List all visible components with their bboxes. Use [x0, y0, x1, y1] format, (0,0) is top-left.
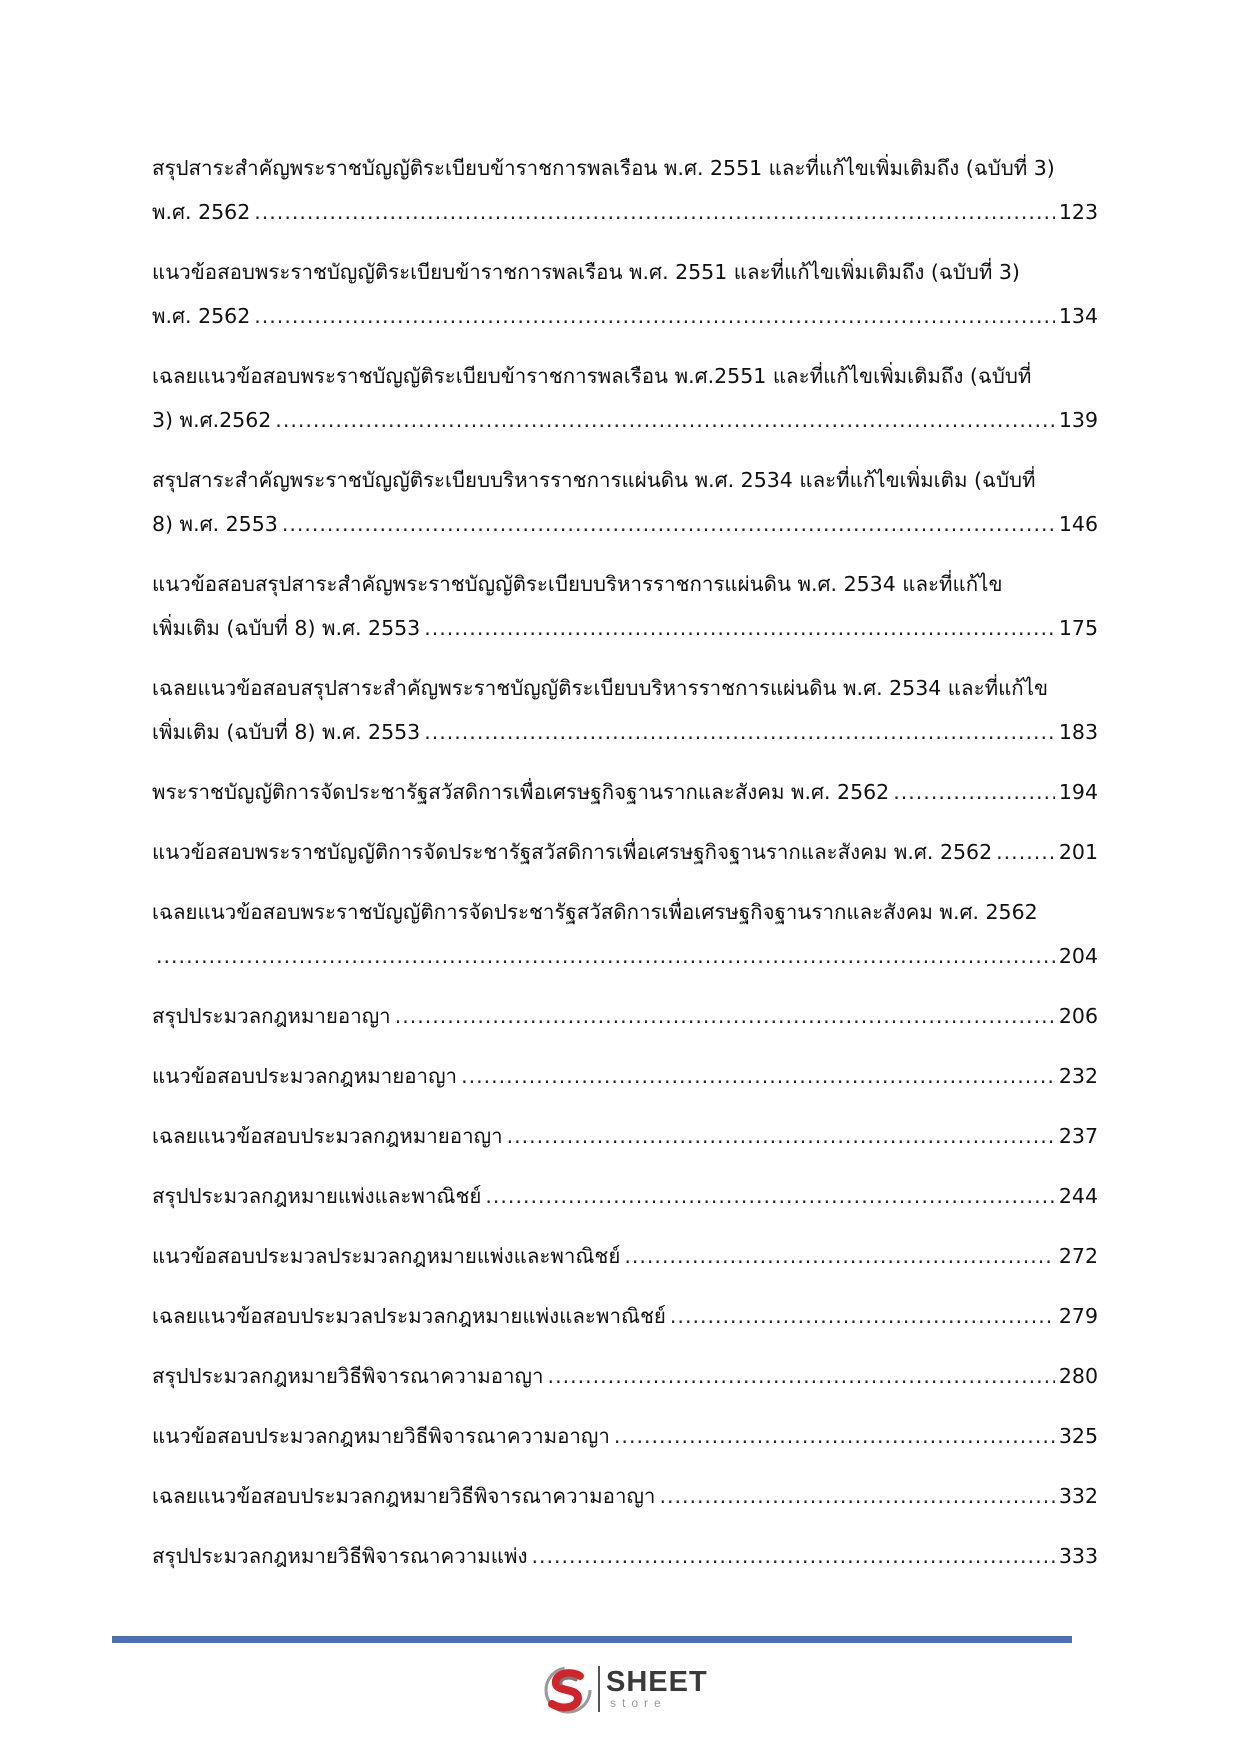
logo-separator [598, 1666, 600, 1712]
toc-entry-title-cont: พ.ศ. 2562 [152, 304, 251, 328]
logo-brand-text: SHEET [606, 1666, 708, 1698]
toc-page-number: 280 [1058, 1364, 1098, 1388]
toc-entry-title: เฉลยแนวข้อสอบสรุปสาระสำคัญพระราชบัญญัติระเบียบบริหารราชการแผ่นดิน พ.ศ. 2534 และที่แก้ไข [152, 676, 1049, 700]
dot-leader [996, 830, 1055, 874]
toc-entry[interactable] [152, 890, 1098, 978]
toc-page-number: 325 [1058, 1424, 1098, 1448]
dot-leader [254, 294, 1055, 338]
dot-leader [282, 502, 1055, 546]
dot-leader [659, 1474, 1054, 1518]
toc-entry[interactable] [152, 1294, 1098, 1338]
toc-page-number: 175 [1058, 616, 1098, 640]
dot-leader [275, 398, 1055, 442]
toc-entry-title: พระราชบัญญัติการจัดประชารัฐสวัสดิการเพื่อเศรษฐกิจฐานรากและสังคม พ.ศ. 2562 [152, 780, 890, 804]
toc-entry-line [152, 934, 1098, 978]
toc-entry-title: เฉลยแนวข้อสอบประมวลกฎหมายวิธีพิจารณาความอาญา [152, 1484, 656, 1508]
toc-entry[interactable] [152, 1414, 1098, 1458]
toc-page-number: 237 [1058, 1124, 1098, 1148]
toc-page-number: 123 [1058, 200, 1098, 224]
toc-entry-line [152, 398, 1098, 442]
toc-entry-title: แนวข้อสอบประมวลกฎหมายอาญา [152, 1064, 458, 1088]
toc-page-number: 272 [1058, 1244, 1098, 1268]
toc-entry-line [152, 294, 1098, 338]
toc-entry[interactable] [152, 1054, 1098, 1098]
toc-entry-title: แนวข้อสอบพระราชบัญญัติการจัดประชารัฐสวัสดิการเพื่อเศรษฐกิจฐานรากและสังคม พ.ศ. 2562 [152, 840, 993, 864]
toc-entry[interactable] [152, 1474, 1098, 1518]
toc-entry-line [152, 710, 1098, 754]
toc-entry-title: เฉลยแนวข้อสอบประมวลประมวลกฎหมายแพ่งและพาณิชย์ [152, 1304, 666, 1328]
toc-page-number: 279 [1058, 1304, 1098, 1328]
toc-entry[interactable] [152, 1534, 1098, 1578]
toc-entry-title-cont: 8) พ.ศ. 2553 [152, 512, 278, 536]
toc-page-number: 139 [1058, 408, 1098, 432]
dot-leader [485, 1174, 1054, 1218]
dot-leader [548, 1354, 1055, 1398]
dot-leader [424, 710, 1055, 754]
toc-entry-title: แนวข้อสอบพระราชบัญญัติระเบียบข้าราชการพลเรือน พ.ศ. 2551 และที่แก้ไขเพิ่มเติมถึง (ฉบับที่ 3) [152, 260, 1020, 284]
toc-entry-title: สรุปประมวลกฎหมายแพ่งและพาณิชย์ [152, 1184, 482, 1208]
dot-leader [461, 1054, 1055, 1098]
toc-page-number: 244 [1058, 1184, 1098, 1208]
toc-entry[interactable] [152, 250, 1098, 338]
toc-entry[interactable] [152, 1234, 1098, 1278]
toc-page-number: 183 [1058, 720, 1098, 744]
dot-leader [531, 1534, 1054, 1578]
toc-entry-line [152, 190, 1098, 234]
toc-entry-title: เฉลยแนวข้อสอบพระราชบัญญัติการจัดประชารัฐสวัสดิการเพื่อเศรษฐกิจฐานรากและสังคม พ.ศ. 2562 [152, 900, 1038, 924]
dot-leader [893, 770, 1055, 814]
toc-entry[interactable] [152, 458, 1098, 546]
toc-entry-title-cont: พ.ศ. 2562 [152, 200, 251, 224]
footer-divider [112, 1636, 1072, 1643]
toc-entry-title: เฉลยแนวข้อสอบประมวลกฎหมายอาญา [152, 1124, 503, 1148]
dot-leader [507, 1114, 1055, 1158]
toc-entry[interactable] [152, 994, 1098, 1038]
toc-entry-title-cont: เพิ่มเติม (ฉบับที่ 8) พ.ศ. 2553 [152, 720, 421, 744]
toc-entry-line [152, 502, 1098, 546]
dot-leader [254, 190, 1055, 234]
toc-entry-title: แนวข้อสอบประมวลกฎหมายวิธีพิจารณาความอาญา [152, 1424, 610, 1448]
toc-page-number: 194 [1058, 780, 1098, 804]
toc-entry-title: สรุปประมวลกฎหมายวิธีพิจารณาความอาญา [152, 1364, 544, 1388]
sheet-store-logo [540, 1662, 710, 1720]
dot-leader [395, 994, 1055, 1038]
logo-sub-text: store [610, 1696, 667, 1710]
dot-leader [624, 1234, 1055, 1278]
toc-entry-title: สรุปสาระสำคัญพระราชบัญญัติระเบียบบริหารราชการแผ่นดิน พ.ศ. 2534 และที่แก้ไขเพิ่มเติม (ฉบับที่ [152, 468, 1036, 492]
toc-entry-title: สรุปสาระสำคัญพระราชบัญญัติระเบียบข้าราชการพลเรือน พ.ศ. 2551 และที่แก้ไขเพิ่มเติมถึง (ฉบับที่ 3) [152, 156, 1055, 180]
toc-entry[interactable] [152, 1114, 1098, 1158]
toc-entry-title: แนวข้อสอบประมวลประมวลกฎหมายแพ่งและพาณิชย์ [152, 1244, 621, 1268]
dot-leader [424, 606, 1055, 650]
toc-entry[interactable] [152, 354, 1098, 442]
toc-entry[interactable] [152, 562, 1098, 650]
toc-entry-line [152, 606, 1098, 650]
toc-page-number: 232 [1058, 1064, 1098, 1088]
toc-entry[interactable] [152, 666, 1098, 754]
toc-entry-title-cont: เพิ่มเติม (ฉบับที่ 8) พ.ศ. 2553 [152, 616, 421, 640]
toc-page-number: 134 [1058, 304, 1098, 328]
toc-page-number: 332 [1058, 1484, 1098, 1508]
toc-entry[interactable] [152, 770, 1098, 814]
toc-page-number: 204 [1058, 944, 1098, 968]
toc-entry[interactable] [152, 830, 1098, 874]
toc-entry-title: เฉลยแนวข้อสอบพระราชบัญญัติระเบียบข้าราชการพลเรือน พ.ศ.2551 และที่แก้ไขเพิ่มเติมถึง (ฉบับที่ [152, 364, 1032, 388]
dot-leader [670, 1294, 1055, 1338]
toc-entry-title: สรุปประมวลกฎหมายวิธีพิจารณาความแพ่ง [152, 1544, 528, 1568]
toc-entry-title: แนวข้อสอบสรุปสาระสำคัญพระราชบัญญัติระเบียบบริหารราชการแผ่นดิน พ.ศ. 2534 และที่แก้ไข [152, 572, 1003, 596]
toc-page-number: 146 [1058, 512, 1098, 536]
toc-entry[interactable] [152, 1354, 1098, 1398]
toc-entry-title-cont: 3) พ.ศ.2562 [152, 408, 272, 432]
table-of-contents [152, 146, 1098, 1594]
toc-page-number: 333 [1058, 1544, 1098, 1568]
dot-leader [614, 1414, 1055, 1458]
toc-page-number: 206 [1058, 1004, 1098, 1028]
dot-leader [156, 934, 1055, 978]
toc-entry[interactable] [152, 146, 1098, 234]
toc-entry[interactable] [152, 1174, 1098, 1218]
toc-entry-title: สรุปประมวลกฎหมายอาญา [152, 1004, 391, 1028]
toc-page-number: 201 [1058, 840, 1098, 864]
sheet-store-s-logo-icon [540, 1662, 596, 1718]
